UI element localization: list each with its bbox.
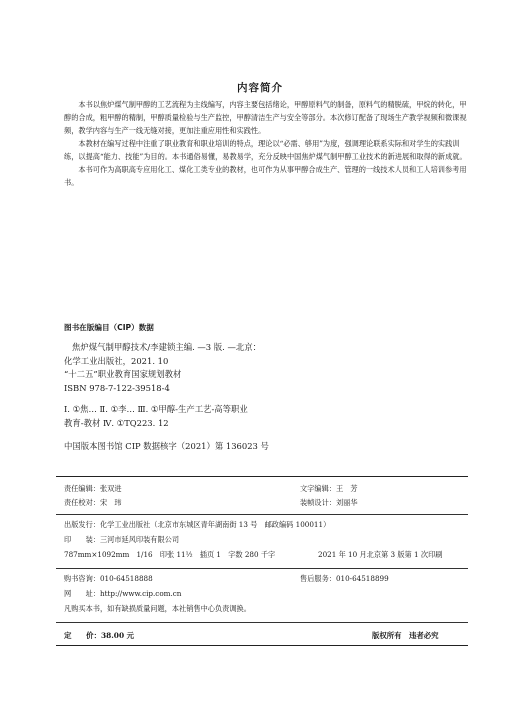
divider [56,645,468,646]
cip-verification: 中国版本图书馆 CIP 数据核字（2021）第 136023 号 [64,441,269,451]
printer: 印 装：三河市延风印装有限公司 [64,535,180,544]
edition-info: 2021 年 10 月北京第 3 版第 1 次印刷 [318,550,443,559]
intro-paragraph: 本教材在编写过程中注重了职业教育和职业培训的特点，理论以“必需、够用”为度，强调理论联系实际和对学生的实践训练，以提高“能力、技能”为目的。本书通俗易懂，易教易学，充分反映中国焦炉煤气制甲醇工业技术的新进展和取得的新成就。 [64,139,467,161]
website: 网 址：http://www.cip.com.cn [64,589,182,598]
content-intro-body [64,98,468,189]
cover-designer: 装帧设计：刘丽华 [300,498,358,507]
copyright-notice: 版权所有 违者必究 [372,631,439,640]
cip-line: 焦炉煤气制甲醇技术/李建锁主编. —3 版. —北京： [72,342,261,352]
proofreader: 责任校对：宋 玮 [64,498,122,507]
content-intro-title: 内容简介 [237,82,283,94]
text-editor: 文字编辑：王 芳 [300,484,358,493]
responsible-editor: 责任编辑：张双进 [64,484,122,493]
cip-heading: 图书在版编目（CIP）数据 [64,323,154,332]
cip-line: ISBN 978-7-122-39518-4 [64,382,170,393]
exchange-notice: 凡购买本书，如有缺损质量问题，本社销售中心负责调换。 [64,604,251,613]
cip-line: 化学工业出版社，2021. 10 [64,355,169,366]
cip-line: “十二五”职业教育国家规划教材 [64,369,182,379]
cip-line: 教育-教材 Ⅳ. ①TQ223. 12 [64,417,169,428]
book-spec: 787mm×1092mm 1/16 印张 11½ 插页 1 字数 280 千字 [64,550,276,559]
publisher: 出版发行：化学工业出版社（北京市东城区青年湖南街 13 号 邮政编码 100011） [64,520,331,529]
divider [56,476,468,477]
purchase-phone: 购书咨询：010-64518888 [64,574,153,583]
cip-block [64,341,484,454]
cip-line: Ⅰ. ①焦… Ⅱ. ①李… Ⅲ. ①甲醇-生产工艺-高等职业 [64,404,248,414]
divider [56,514,468,515]
service-phone: 售后服务：010-64518899 [300,574,389,583]
intro-paragraph: 本书以焦炉煤气制甲醇的工艺流程为主线编写，内容主要包括绪论，甲醇原料气的制备，原料气的精脱硫，甲烷的转化，甲醇的合成，粗甲醇的精制，甲醇质量检验与生产监控，甲醇清洁生产与安全等部分。本次修订配备了现场生产教学视频和微课视频，教学内容与生产一线无缝对接，更加注重应用性和实践性。 [64,100,467,135]
divider [56,568,468,569]
price: 定 价：38.00 元 [64,631,135,640]
divider [56,622,468,623]
intro-paragraph: 本书可作为高职高专应用化工、煤化工类专业的教材，也可作为从事甲醇合成生产、管理的一线技术人员和工人培训参考用书。 [64,165,467,187]
